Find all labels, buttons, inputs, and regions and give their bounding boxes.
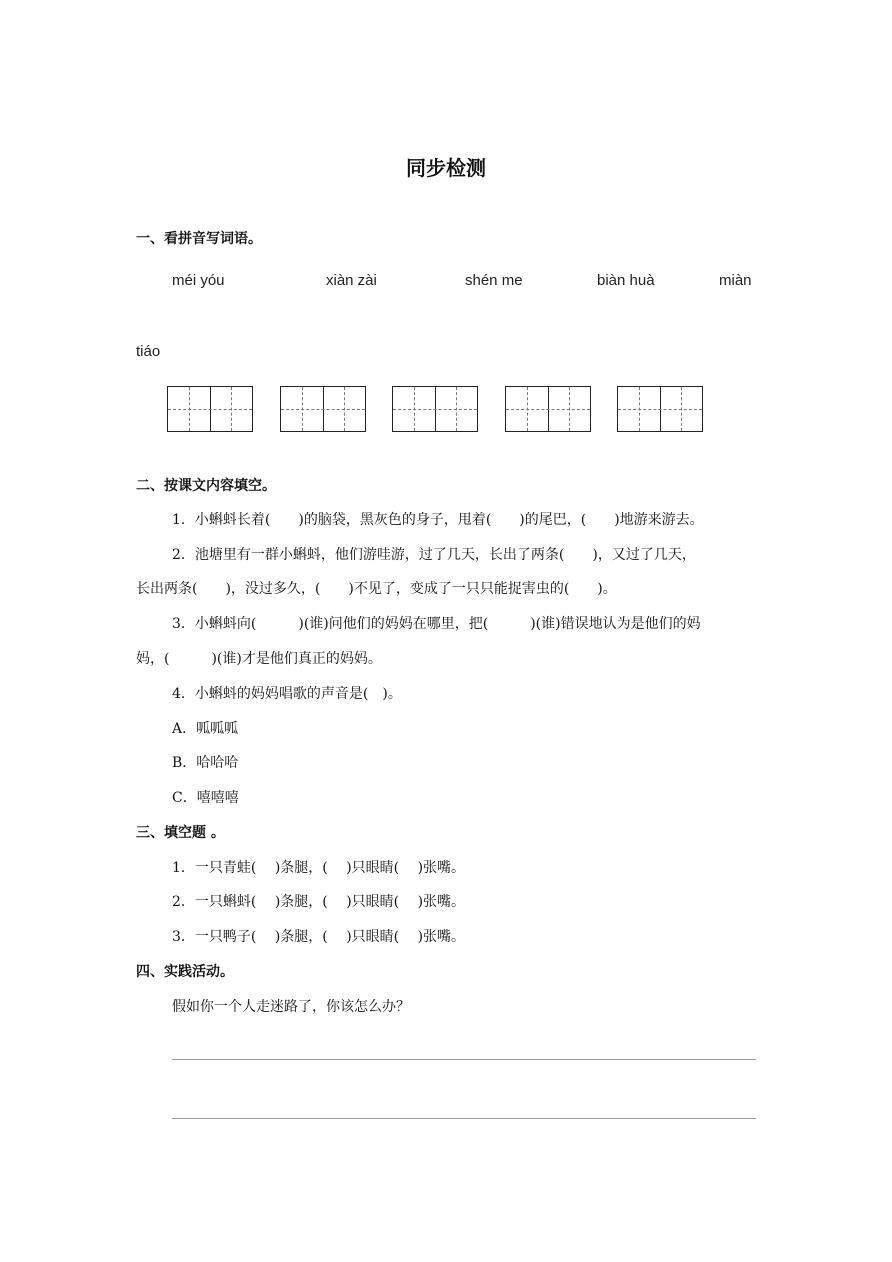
- s3-question-1: 1．一只青蛙( )条腿，( )只眼睛( )张嘴。: [172, 860, 466, 876]
- s3-question-3: 3．一只鸭子( )条腿，( )只眼睛( )张嘴。: [172, 929, 466, 945]
- s2-option-a: A．呱呱呱: [172, 721, 239, 737]
- s2-option-b: B．哈哈哈: [172, 755, 239, 771]
- writing-grid-1[interactable]: [167, 386, 253, 432]
- s2-option-c: C．嘻嘻嘻: [172, 790, 239, 806]
- pinyin-2: xiàn zài: [326, 272, 377, 289]
- pinyin-5-continued: tiáo: [136, 343, 161, 360]
- pinyin-1: méi yóu: [172, 272, 225, 289]
- s2-question-4: 4．小蝌蚪的妈妈唱歌的声音是( )。: [172, 686, 402, 702]
- writing-grid-5[interactable]: [617, 386, 703, 432]
- s2-question-3-line-2: 妈，( )(谁)才是他们真正的妈妈。: [136, 651, 382, 667]
- answer-line-1[interactable]: [172, 1059, 756, 1060]
- pinyin-4: biàn huà: [597, 272, 655, 289]
- s2-question-2-line-1: 2．池塘里有一群小蝌蚪，他们游哇游，过了几天，长出了两条( )，又过了几天，: [172, 547, 696, 563]
- writing-grid-4[interactable]: [505, 386, 591, 432]
- section-3-heading: 三、填空题 。: [136, 825, 225, 841]
- page-title: 同步检测: [406, 156, 486, 180]
- section-1-heading: 一、看拼音写词语。: [136, 231, 262, 247]
- section-2-heading: 二、按课文内容填空。: [136, 478, 276, 494]
- writing-grid-2[interactable]: [280, 386, 366, 432]
- s2-question-3-line-1: 3．小蝌蚪向( )(谁)问他们的妈妈在哪里，把( )(谁)错误地认为是他们的妈: [172, 616, 701, 632]
- s4-question: 假如你一个人走迷路了，你该怎么办？: [172, 999, 410, 1015]
- s2-question-2-line-2: 长出两条( )，没过多久，( )不见了，变成了一只只能捉害虫的( )。: [136, 581, 617, 597]
- answer-line-2[interactable]: [172, 1118, 756, 1119]
- pinyin-5: miàn: [719, 272, 752, 289]
- pinyin-3: shén me: [465, 272, 523, 289]
- writing-grid-3[interactable]: [392, 386, 478, 432]
- s3-question-2: 2．一只蝌蚪( )条腿，( )只眼睛( )张嘴。: [172, 894, 466, 910]
- s2-question-1: 1．小蝌蚪长着( )的脑袋，黑灰色的身子，甩着( )的尾巴，( )地游来游去。: [172, 512, 704, 528]
- section-4-heading: 四、实践活动。: [136, 964, 234, 980]
